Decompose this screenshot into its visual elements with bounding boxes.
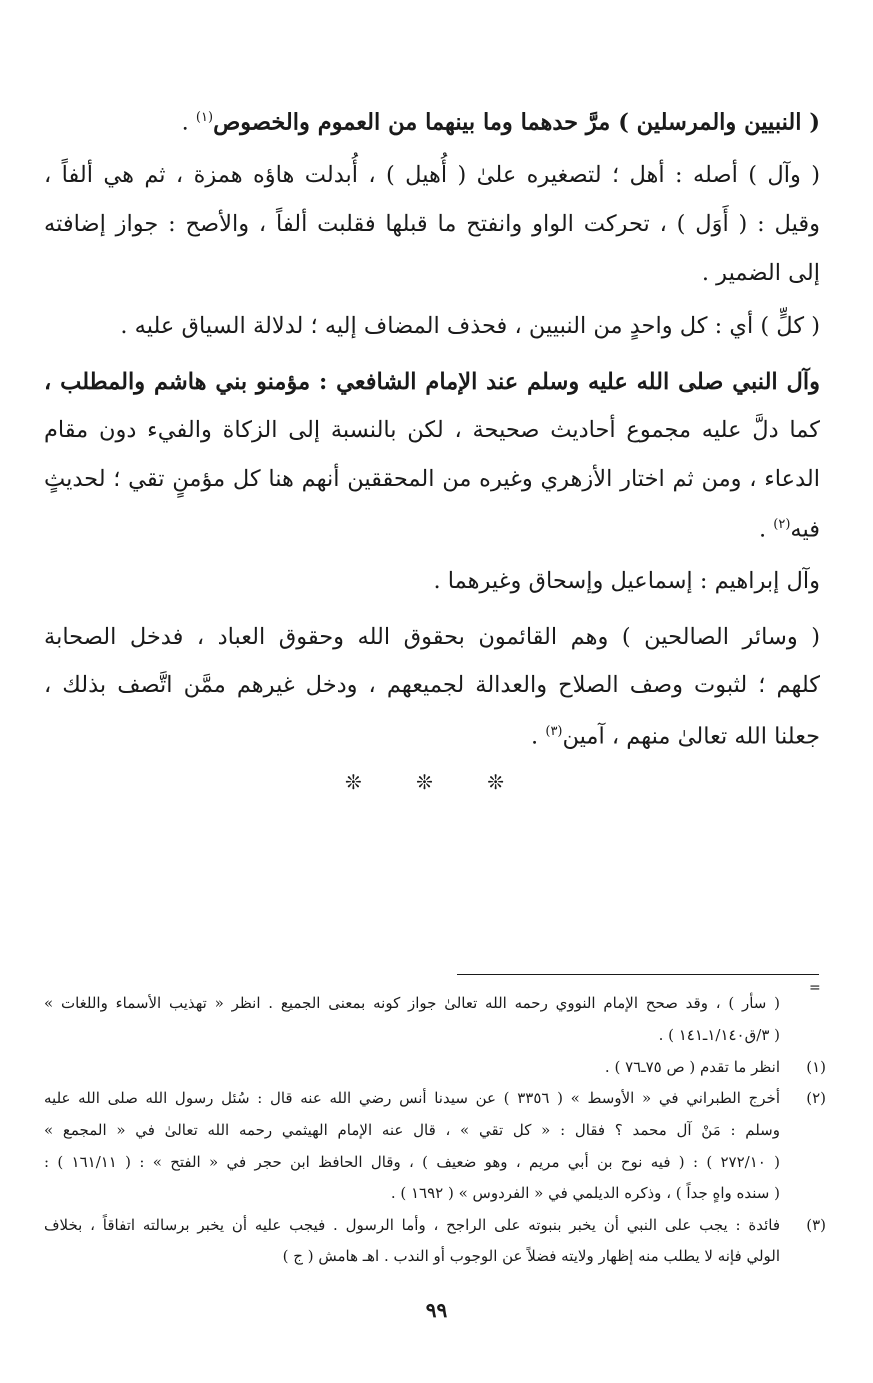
footnote-number-3: (٣) [806, 1216, 826, 1234]
text-line-8: الدعاء ، ومن ثم اختار الأزهري وغيره من المحققين أنهم هنا كل مؤمنٍ تقي ؛ لحديثٍ [44, 466, 820, 492]
text-line-5: ( كلٍّ ) أي : كل واحدٍ من النبيين ، فحذف المضاف إليه ؛ لدلالة السياق عليه . [120, 313, 820, 339]
footnote-number-1: (١) [806, 1058, 826, 1076]
footnote-2-line: وسلم : مَنْ آل محمد ؟ فقال : « كل تقي » ، قال عنه الإمام الهيثمي رحمه الله تعالىٰ في « المجمع » [44, 1121, 780, 1139]
footnote-ref-2: (٢) [773, 517, 791, 532]
section-separator: ❊ ❊ ❊ [345, 770, 528, 794]
text-line-6: وآل النبي صلى الله عليه وسلم عند الإمام الشافعي : مؤمنو بني هاشم والمطلب ، [44, 369, 820, 395]
footnote-rule [457, 974, 819, 975]
text-line-3: وقيل : ( أَوَل ) ، تحركت الواو وانفتح ما قبلها فقلبت ألفاً ، والأصح : جواز إضافته [44, 211, 820, 237]
footnote-ref-1: (١) [195, 110, 214, 125]
footnote-2-line: أخرج الطبراني في « الأوسط » ( ٣٣٥٦ ) عن سيدنا أنس رضي الله عنه قال : سُئل رسول الله صلى الله عليه [44, 1089, 780, 1107]
footnote-number-2: (٢) [806, 1089, 826, 1107]
footnote-continuation-line: ( ٣/ق١/١٤٠ـ١٤١ ) . [658, 1026, 780, 1044]
text-line-12: كلهم ؛ لثبوت وصف الصلاح والعدالة لجميعهم ، ودخل غيرهم ممَّن اتَّصف بذلك ، [44, 672, 820, 698]
text-line-1: ( النبيين والمرسلين ) مرَّ حدهما وما بينهما من العموم والخصوص$^{(١)}$ . [181, 109, 820, 136]
footnote-2-line: ( سنده واهٍ جداً ) ، وذكره الديلمي في « الفردوس » ( ١٦٩٢ ) . [390, 1184, 780, 1202]
footnote-2-line: ( ٢٧٢/١٠ ) : ( فيه نوح بن أبي مريم ، وهو ضعيف ) ، وقال الحافظ ابن حجر في « الفتح » : ( ١٦١/١١ ) : [44, 1153, 780, 1171]
text-line-10: وآل إبراهيم : إسماعيل وإسحاق وغيرهما . [433, 568, 820, 594]
footnote-3-line: الولي فإنه لا يطلب منه إظهار ولايته فضلاً عن الوجوب أو الندب . اهـ هامش ( ج ) [282, 1247, 780, 1265]
footnote-3-line: فائدة : يجب على النبي أن يخبر بنبوته على الراجح ، وأما الرسول . فيجب عليه أن يخبر برسالته اتفاقاً ، بخلاف [44, 1216, 780, 1234]
footnote-continuation-line: ( سأر ) ، وقد صحح الإمام النووي رحمه الله تعالىٰ جواز كونه بمعنى الجميع . انظر « تهذيب الأسماء واللغات » [44, 994, 780, 1012]
continuation-mark: = [809, 980, 821, 996]
text-line-2: ( وآل ) أصله : أهل ؛ لتصغيره علىٰ ( أُهيل ) ، أُبدلت هاؤه همزة ، ثم هي ألفاً ، [44, 162, 820, 188]
footnote-1-line: انظر ما تقدم ( ص ٧٥ـ٧٦ ) . [604, 1058, 780, 1076]
text-line-11: ( وسائر الصالحين ) وهم القائمون بحقوق الله وحقوق العباد ، فدخل الصحابة [44, 624, 820, 650]
page-number: ٩٩ [425, 1298, 448, 1322]
text-line-4: إلى الضمير . [701, 260, 820, 286]
text-line-13: جعلنا الله تعالىٰ منهم ، آمين$^{(٣)}$ . [531, 723, 820, 750]
text-line-9: فيه$^{(٢)}$ . [758, 516, 820, 543]
footnote-ref-3: (٣) [545, 724, 563, 739]
text-line-7: كما دلَّ عليه مجموع أحاديث صحيحة ، لكن بالنسبة إلى الزكاة والفيء دون مقام [44, 417, 820, 443]
